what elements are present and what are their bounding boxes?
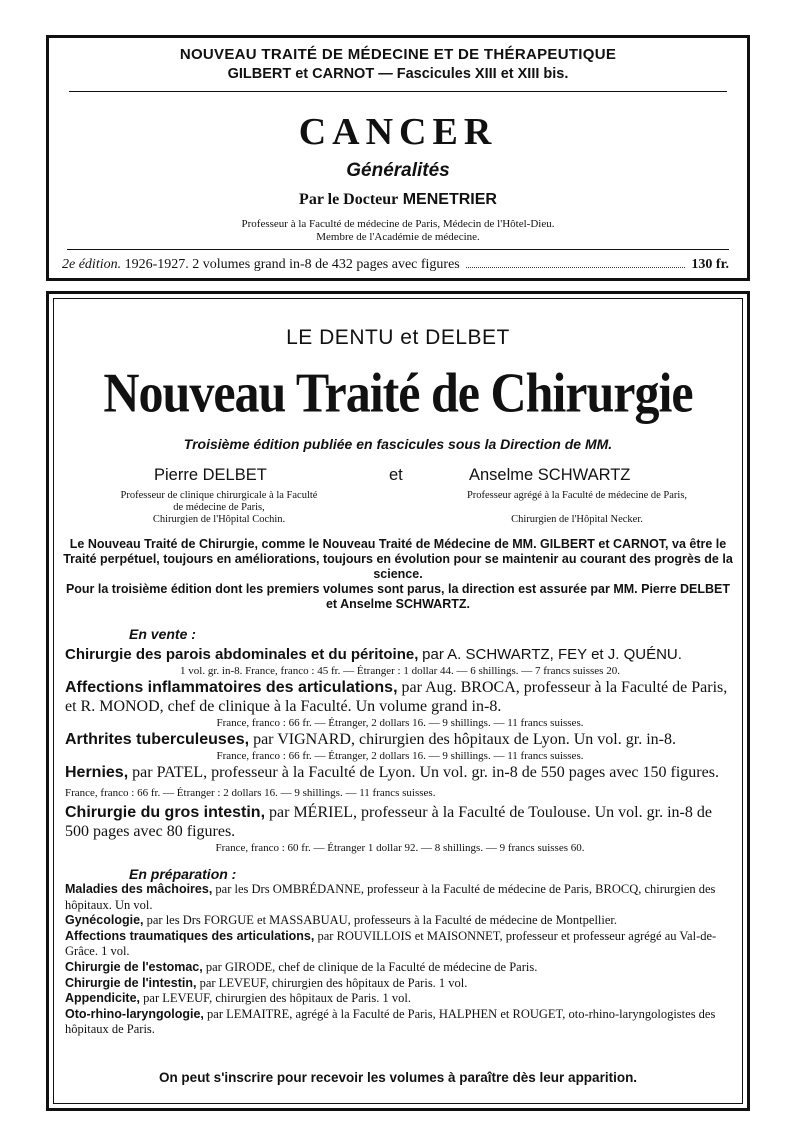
available-volumes-list xyxy=(65,646,735,855)
intro-text-1: Le Nouveau Traité de Chirurgie, comme le Nouveau Traité de Médecine de MM. GILBERT et CARNOT, va être le Traité perpétuel, toujours en améliorations, toujours en évolution pour se maintenir au courant des progrès de la science. xyxy=(63,537,733,581)
director-2-credentials xyxy=(427,490,727,526)
divider xyxy=(69,91,727,92)
list-item xyxy=(65,1007,735,1038)
director-2-name: Anselme SCHWARTZ xyxy=(469,466,631,484)
volume-price: France, franco : 66 fr. — Étranger, 2 dollars 16. — 9 shillings. — 11 francs suisses. xyxy=(216,717,584,729)
list-item xyxy=(65,913,735,929)
section-en-vente: En vente : xyxy=(129,626,196,642)
volume-description: par LEVEUF, chirurgien des hôpitaux de Paris. 1 vol. xyxy=(143,991,411,1006)
treatise-subtitle: Troisième édition publiée en fascicules sous la Direction de MM. xyxy=(183,436,613,452)
book-subtitle: Généralités xyxy=(346,160,450,181)
director-1-line: Professeur de clinique chirurgicale à la Faculté xyxy=(120,490,318,501)
dot-leader xyxy=(466,267,686,268)
author-line xyxy=(49,191,747,209)
volume-description: par GIRODE, chef de clinique de la Faculté de médecine de Paris. xyxy=(205,959,538,974)
volume-description: par les Drs OMBRÉDANNE, professeur à la Faculté de médecine de Paris, BROCQ, chirurgien des hôpitaux. Un vol. xyxy=(65,882,716,912)
list-item xyxy=(65,730,735,763)
list-item xyxy=(65,763,735,803)
series-subheader: GILBERT et CARNOT — Fascicules XIII et XIII bis. xyxy=(227,66,569,82)
divider xyxy=(67,249,729,250)
edition-details: 1926-1927. 2 volumes grand in-8 de 432 pages avec figures xyxy=(124,257,460,272)
series-header: NOUVEAU TRAITÉ DE MÉDECINE ET DE THÉRAPEUTIQUE xyxy=(179,46,617,63)
volume-price: France, franco : 66 fr. — Étranger : 2 dollars 16. — 9 shillings. — 11 francs suisses. xyxy=(65,787,436,799)
volume-description: par Aug. BROCA, professeur à la Faculté de Paris, et R. MONOD, chef de clinique à la Faculté. Un volume grand in-8. xyxy=(65,679,728,715)
book-title: CANCER xyxy=(298,111,498,153)
volume-description: par VIGNARD, chirurgien des hôpitaux de Lyon. Un vol. gr. in-8. xyxy=(253,731,676,748)
edition-label: 2e édition. xyxy=(62,257,122,272)
by-label: Par le Docteur xyxy=(299,191,399,208)
volume-title: Maladies des mâchoires, xyxy=(65,882,213,896)
list-item xyxy=(65,991,735,1007)
director-1-credentials xyxy=(89,490,349,526)
chirurgie-advert-box xyxy=(46,291,750,1111)
list-item xyxy=(65,960,735,976)
volume-title: Affections traumatiques des articulations, xyxy=(65,928,315,943)
connector: et xyxy=(389,466,403,484)
volume-title: Chirurgie du gros intestin, xyxy=(65,804,266,821)
director-2-line: Chirurgien de l'Hôpital Necker. xyxy=(511,514,643,525)
volume-description: par ROUVILLOIS et MAISONNET, professeur et professeur agrégé au Val-de-Grâce. 1 vol. xyxy=(65,928,717,959)
director-2-line: Professeur agrégé à la Faculté de médecine de Paris, xyxy=(466,490,688,501)
list-item xyxy=(65,646,735,678)
edition-line xyxy=(62,257,729,273)
volume-description: par LEVEUF, chirurgien des hôpitaux de Paris. 1 vol. xyxy=(199,975,468,990)
volume-title: Gynécologie, xyxy=(65,913,144,928)
volume-price: France, franco : 66 fr. — Étranger, 2 dollars 16. — 9 shillings. — 11 francs suisses. xyxy=(216,750,584,762)
volume-description: par PATEL, professeur à la Faculté de Lyon. Un vol. gr. in-8 de 550 pages avec 150 figures. xyxy=(132,764,719,781)
list-item xyxy=(65,976,735,992)
subscription-note: On peut s'inscrire pour recevoir les volumes à paraître dès leur apparition. xyxy=(158,1070,638,1085)
volume-title: Hernies, xyxy=(65,764,129,781)
volume-title: Arthrites tuberculeuses, xyxy=(65,731,250,748)
forthcoming-volumes-list xyxy=(65,882,735,1038)
director-1-line: Chirurgien de l'Hôpital Cochin. xyxy=(152,514,286,525)
volume-title: Oto-rhino-laryngologie, xyxy=(65,1006,204,1021)
intro-text-2: Pour la troisième édition dont les premiers volumes sont parus, la direction est assurée par MM. Pierre DELBET et Anselme SCHWARTZ. xyxy=(65,582,731,611)
author-name: MENETRIER xyxy=(402,191,497,208)
volume-description: par LEMAITRE, agrégé à la Faculté de Paris, HALPHEN et ROUGET, oto-rhino-laryngologistes des hôpitaux de Paris. xyxy=(65,1006,716,1037)
series-authors: LE DENTU et DELBET xyxy=(286,326,510,349)
volume-title: Appendicite, xyxy=(65,991,141,1006)
treatise-title: Nouveau Traité de Chirurgie xyxy=(103,361,693,424)
volume-title: Chirurgie des parois abdominales et du péritoine, xyxy=(65,646,419,663)
director-1-line: de médecine de Paris, xyxy=(173,502,265,513)
volume-price: France, franco : 60 fr. — Étranger 1 dollar 92. — 8 shillings. — 9 francs suisses 60. xyxy=(215,842,585,854)
volume-description: par les Drs FORGUE et MASSABUAU, professeurs à la Faculté de médecine de Montpellier. xyxy=(146,913,618,928)
section-en-preparation: En préparation : xyxy=(129,866,237,882)
list-item xyxy=(65,882,735,913)
edition-price: 130 fr. xyxy=(691,257,729,272)
director-1-name: Pierre DELBET xyxy=(154,466,267,484)
volume-title: Chirurgie de l'estomac, xyxy=(65,959,203,974)
list-item xyxy=(65,929,735,960)
volume-title: Chirurgie de l'intestin, xyxy=(65,975,197,990)
intro-paragraph xyxy=(63,537,733,612)
volume-description: par A. SCHWARTZ, FEY et J. QUÉNU. xyxy=(422,646,682,663)
list-item xyxy=(65,678,735,730)
volume-title: Affections inflammatoires des articulations, xyxy=(65,679,398,696)
volume-description: par MÉRIEL, professeur à la Faculté de Toulouse. Un vol. gr. in-8 de 500 pages avec 80 figures. xyxy=(65,804,712,840)
cancer-advert-box xyxy=(46,35,750,281)
author-credentials-1: Professeur à la Faculté de médecine de Paris, Médecin de l'Hôtel-Dieu. xyxy=(241,218,555,230)
author-credentials-2: Membre de l'Académie de médecine. xyxy=(316,231,480,243)
list-item xyxy=(65,803,735,855)
volume-price: 1 vol. gr. in-8. France, franco : 45 fr. — Étranger : 1 dollar 44. — 6 shillings. — 7 francs suisses 20. xyxy=(180,665,620,677)
